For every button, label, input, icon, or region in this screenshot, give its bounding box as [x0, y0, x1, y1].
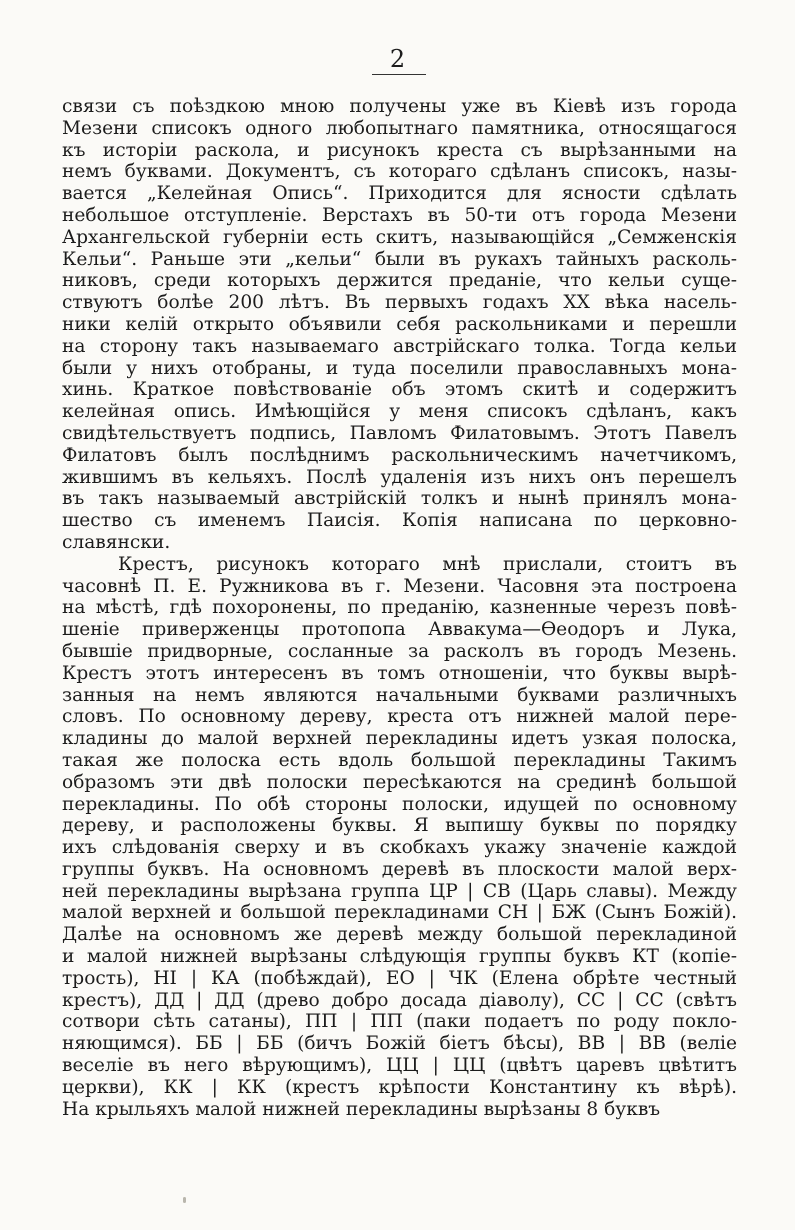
text-line: Мезени списокъ одного любопытнаго памятника, относящагося	[62, 117, 737, 139]
body-text	[62, 96, 737, 1120]
page-number: 2	[389, 45, 406, 73]
text-line: ней перекладины вырѣзана группа ЦР | СВ (Царь славы). Между	[62, 880, 737, 902]
text-line: и малой нижней вырѣзаны слѣдующія группы буквъ КТ (копіе-	[62, 946, 737, 968]
text-line: такая же полоска есть вдоль большой перекладины Такимъ	[62, 749, 737, 771]
text-line: на сторону такъ называемаго австрійскаго толка. Тогда кельи	[62, 335, 737, 357]
text-line: кладины до малой верхней перекладины идетъ узкая полоска,	[62, 728, 737, 750]
text-line: Кельи“. Раньше эти „кельи“ были въ рукахъ тайныхъ расколь-	[62, 248, 737, 270]
text-line: крестъ), ДД | ДД (древо добро досада діаволу), СС | СС (свѣтъ	[62, 989, 737, 1011]
text-line: образомъ эти двѣ полоски пересѣкаются на срединѣ большой	[62, 771, 737, 793]
text-line: няющимся). ББ | ББ (бичъ Божій біетъ бѣсы), ВВ | ВВ (веліе	[62, 1033, 737, 1055]
text-line: небольшое отступленіе. Верстахъ въ 50-ти отъ города Мезени	[62, 204, 737, 226]
text-line: бывшіе придворные, сосланные за расколъ въ городъ Мезень.	[62, 640, 737, 662]
text-line: Крестъ этотъ интересенъ въ томъ отношеніи, что буквы вырѣ-	[62, 662, 737, 684]
text-line: никовъ, среди которыхъ держится преданіе, что кельи суще-	[62, 270, 737, 292]
text-line: ихъ слѣдованія сверху и въ скобкахъ укажу значеніе каждой	[62, 837, 737, 859]
text-line: жившимъ въ кельяхъ. Послѣ удаленія изъ нихъ онъ перешелъ	[62, 466, 737, 488]
text-line: группы буквъ. На основномъ деревѣ въ плоскости малой верх-	[62, 858, 737, 880]
text-line: церкви), КК | КК (крестъ крѣпости Константину къ вѣрѣ).	[62, 1076, 737, 1098]
text-line: келейная опись. Имѣющійся у меня списокъ сдѣланъ, какъ	[62, 401, 737, 423]
text-line: на мѣстѣ, гдѣ похоронены, по преданію, казненные черезъ повѣ-	[62, 597, 737, 619]
text-line: дереву, и расположены буквы. Я выпишу буквы по порядку	[62, 815, 737, 837]
paragraph	[62, 554, 737, 1121]
text-line: славянски.	[62, 531, 171, 553]
text-line: ствуютъ болѣе 200 лѣтъ. Въ первыхъ годахъ XX вѣка насель-	[62, 292, 737, 314]
text-line: Филатовъ былъ послѣднимъ раскольническимъ начетчикомъ,	[62, 444, 737, 466]
text-line: хинь. Краткое повѣствованіе объ этомъ скитѣ и содержитъ	[62, 379, 737, 401]
text-line: малой верхней и большой перекладинами СН | БЖ (Сынъ Божій).	[62, 902, 737, 924]
text-line: были у нихъ отобраны, и туда поселили православныхъ мона-	[62, 357, 737, 379]
paragraph	[62, 96, 737, 554]
text-line: вается „Келейная Опись“. Приходится для ясности сдѣлать	[62, 183, 737, 205]
page-number-rule	[372, 74, 426, 75]
text-line: веселіе въ него вѣрующимъ), ЦЦ | ЦЦ (цвѣтъ царевъ цвѣтитъ	[62, 1055, 737, 1077]
text-line: шество съ именемъ Паисія. Копія написана по церковно-	[62, 510, 737, 532]
text-line: На крыльяхъ малой нижней перекладины вырѣзаны 8 буквъ	[62, 1098, 661, 1120]
text-line: ники келій открыто объявили себя раскольниками и перешли	[62, 313, 737, 335]
text-line: сотвори сѣть сатаны), ПП | ПП (паки подаетъ по роду покло-	[62, 1011, 737, 1033]
text-line: связи съ поѣздкою мною получены уже въ Кіевѣ изъ города	[62, 96, 737, 117]
text-line: словъ. По основному дереву, креста отъ нижней малой пере-	[62, 706, 737, 728]
text-line: Крестъ, рисунокъ котораго мнѣ прислали, стоитъ въ	[118, 553, 737, 575]
text-line: въ такъ называемый австрійскій толкъ и нынѣ принялъ мона-	[62, 488, 737, 510]
text-line: часовнѣ П. Е. Ружникова въ г. Мезени. Часовня эта построена	[62, 575, 737, 597]
text-line: занныя на немъ являются начальными буквами различныхъ	[62, 684, 737, 706]
text-line: немъ буквами. Документъ, съ котораго сдѣланъ списокъ, назы-	[62, 161, 737, 183]
text-line: Архангельской губерніи есть скитъ, называющійся „Семженскія	[62, 226, 737, 248]
text-line: перекладины. По обѣ стороны полоски, идущей по основному	[62, 793, 737, 815]
text-line: трость), НІ | КА (побѣждай), ЕО | ЧК (Елена обрѣте честный	[62, 967, 737, 989]
text-line: Далѣе на основномъ же деревѣ между большой перекладиной	[62, 924, 737, 946]
text-line: свидѣтельствуетъ подпись, Павломъ Филатовымъ. Этотъ Павелъ	[62, 422, 737, 444]
ink-blot	[183, 1197, 186, 1203]
text-line: шеніе приверженцы протопопа Аввакума—Ѳеодоръ и Лука,	[62, 619, 737, 641]
text-line: къ исторіи раскола, и рисунокъ креста съ вырѣзанными на	[62, 139, 737, 161]
